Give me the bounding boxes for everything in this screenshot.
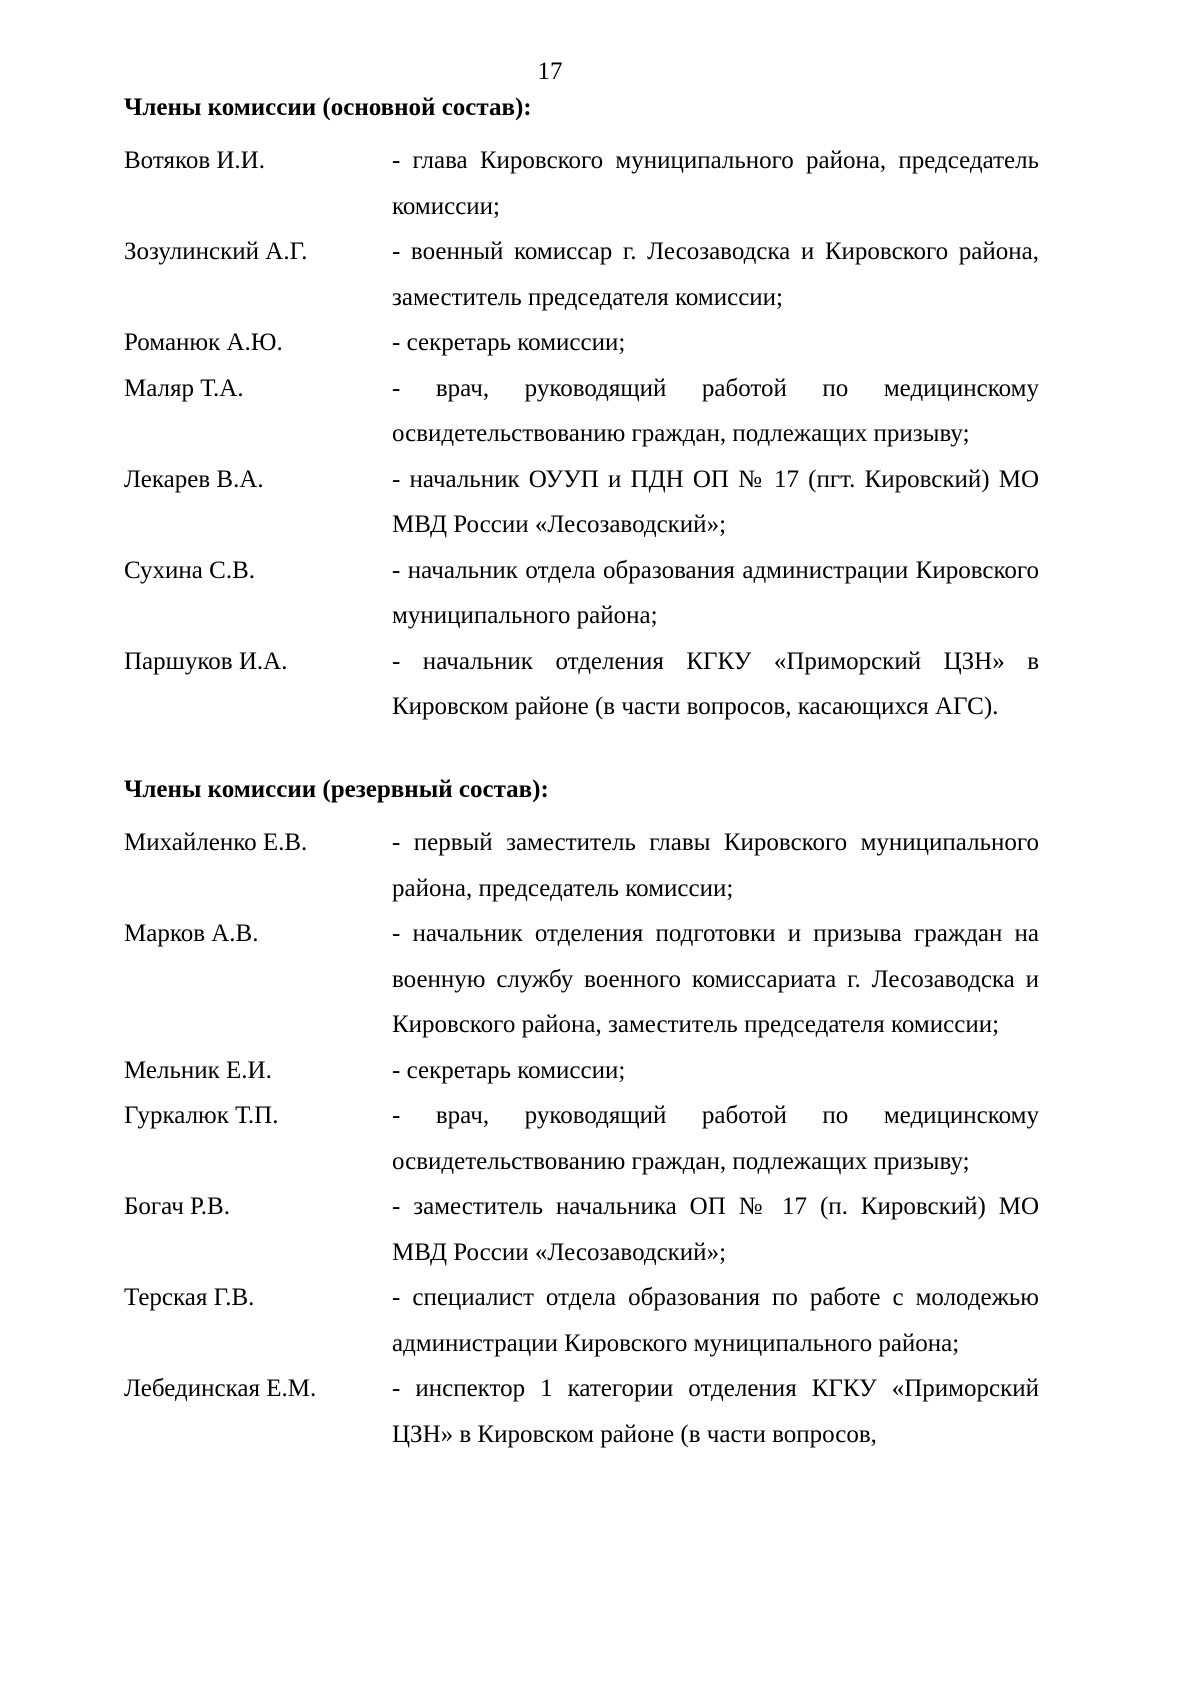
member-row bbox=[124, 820, 1039, 911]
member-row bbox=[124, 366, 1039, 457]
member-role: - секретарь комиссии; bbox=[392, 329, 626, 356]
section-heading: Члены комиссии (резервный состав): bbox=[124, 776, 549, 803]
member-row bbox=[124, 639, 1039, 730]
member-role: - первый заместитель главы Кировского муниципального района, председатель комиссии; bbox=[392, 829, 1039, 902]
member-role: - начальник отделения подготовки и призыва граждан на военную службу военного комиссариата г. Лесозаводска и Кировского района, заместитель председателя комиссии; bbox=[392, 920, 1039, 1038]
member-name: Мельник Е.И. bbox=[124, 1056, 272, 1084]
member-role: - специалист отдела образования по работе с молодежью администрации Кировского муниципального района; bbox=[392, 1284, 1039, 1357]
main-members-section bbox=[124, 92, 1039, 730]
member-row bbox=[124, 911, 1039, 1048]
member-name: Марков А.В. bbox=[124, 920, 259, 947]
member-name: Вотяков И.И. bbox=[124, 147, 265, 174]
member-name: Михайленко Е.В. bbox=[124, 829, 308, 856]
member-name: Гуркалюк Т.П. bbox=[124, 1102, 279, 1129]
member-row bbox=[124, 1093, 1039, 1184]
member-role: - врач, руководящий работой по медицинскому освидетельствованию граждан, подлежащих призыву; bbox=[392, 1102, 1039, 1175]
member-name: Маляр Т.А. bbox=[124, 374, 244, 402]
member-name: Паршуков И.А. bbox=[124, 647, 288, 675]
member-row bbox=[124, 1048, 1039, 1094]
member-row bbox=[124, 1366, 1039, 1457]
member-row bbox=[124, 138, 1039, 229]
member-name: Богач Р.В. bbox=[124, 1193, 230, 1220]
page-number: 17 bbox=[537, 58, 563, 85]
member-row bbox=[124, 548, 1039, 639]
reserve-members-section bbox=[124, 774, 1039, 1457]
member-role: - глава Кировского муниципального района, председатель комиссии; bbox=[392, 147, 1039, 220]
member-row bbox=[124, 229, 1039, 320]
member-name: Лебединская Е.М. bbox=[124, 1375, 317, 1402]
member-name: Лекарев В.А. bbox=[124, 465, 264, 493]
member-role: - инспектор 1 категории отделения КГКУ «Приморский ЦЗН» в Кировском районе (в части вопросов, bbox=[392, 1375, 1039, 1448]
member-name: Зозулинский А.Г. bbox=[124, 238, 308, 265]
member-role: - военный комиссар г. Лесозаводска и Кировского района, заместитель председателя комиссии; bbox=[392, 238, 1039, 311]
member-row bbox=[124, 1184, 1039, 1275]
member-role: - секретарь комиссии; bbox=[392, 1056, 626, 1084]
member-name: Романюк А.Ю. bbox=[124, 329, 283, 356]
member-name: Терская Г.В. bbox=[124, 1284, 255, 1311]
member-row bbox=[124, 1275, 1039, 1366]
member-role: - заместитель начальника ОП № 17 (п. Кировский) МО МВД России «Лесозаводский»; bbox=[392, 1193, 1039, 1266]
section-heading: Члены комиссии (основной состав): bbox=[124, 94, 532, 121]
member-row bbox=[124, 320, 1039, 366]
member-role: - начальник ОУУП и ПДН ОП № 17 (пгт. Кировский) МО МВД России «Лесозаводский»; bbox=[392, 465, 1039, 538]
member-role: - начальник отделения КГКУ «Приморский ЦЗН» в Кировском районе (в части вопросов, касающихся АГС). bbox=[392, 647, 1039, 720]
member-row bbox=[124, 457, 1039, 548]
member-role: - начальник отдела образования администрации Кировского муниципального района; bbox=[392, 556, 1039, 629]
member-name: Сухина С.В. bbox=[124, 556, 256, 584]
member-role: - врач, руководящий работой по медицинскому освидетельствованию граждан, подлежащих призыву; bbox=[392, 374, 1039, 447]
